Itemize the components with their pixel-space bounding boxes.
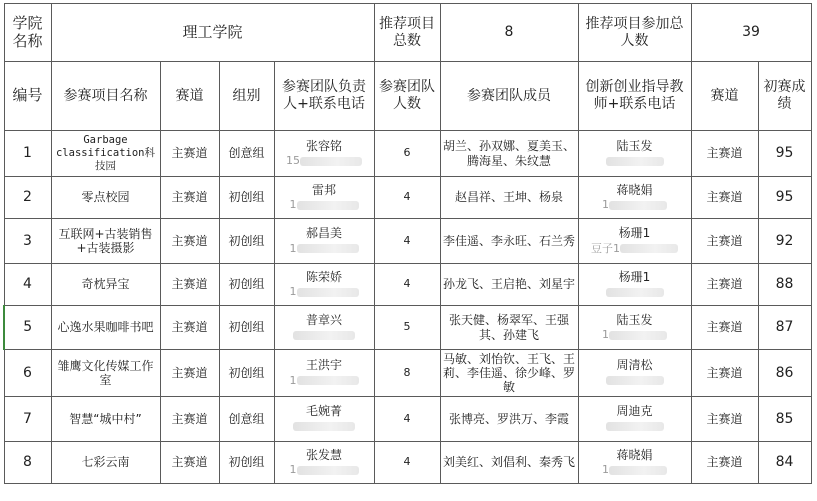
teacher-cell: [578, 219, 691, 264]
spreadsheet: [3, 3, 812, 484]
table-row: [4, 264, 811, 306]
row-number: 3: [4, 219, 51, 264]
leader-phone-redacted: [277, 199, 372, 212]
team-members: 刘美红、刘倡利、秦秀飞: [440, 442, 578, 484]
teacher-cell: [578, 442, 691, 484]
leader-phone: 15: [286, 154, 300, 168]
col-header-teacher: 创新创业指导教师+联系电话: [578, 62, 691, 131]
track-2: 主赛道: [691, 442, 758, 484]
leader-name: 张发慧: [305, 447, 342, 462]
track: 主赛道: [160, 131, 219, 177]
team-members: 张博亮、罗洪万、李霞: [440, 397, 578, 442]
track-2: 主赛道: [691, 306, 758, 350]
group: 初创组: [219, 350, 274, 397]
track-2: 主赛道: [691, 131, 758, 177]
project-table: [3, 3, 812, 484]
teacher-phone-redacted: [581, 464, 689, 477]
team-size: 6: [374, 131, 440, 177]
preliminary-score: 95: [758, 177, 811, 219]
redaction-blur: [297, 288, 359, 297]
preliminary-score: 86: [758, 350, 811, 397]
table-row: [4, 131, 811, 177]
teacher-name: 蒋晓娟: [616, 447, 653, 462]
redaction-blur: [297, 376, 359, 385]
leader-name: 毛婉菁: [305, 404, 342, 419]
leader-phone: 1: [289, 463, 297, 477]
table-row: [4, 219, 811, 264]
teacher-name: 周迪克: [616, 404, 653, 419]
teacher-cell: [578, 306, 691, 350]
leader-name: 陈荣娇: [305, 269, 342, 284]
team-size: 4: [374, 264, 440, 306]
teacher-cell: [578, 131, 691, 177]
project-name: 七彩云南: [51, 442, 160, 484]
row-number: 4: [4, 264, 51, 306]
participants-value: 39: [691, 4, 811, 62]
teacher-phone-redacted: [581, 375, 689, 388]
teacher-name: 周清松: [616, 358, 653, 373]
team-size: 8: [374, 350, 440, 397]
preliminary-score: 92: [758, 219, 811, 264]
leader-name: 普章兴: [305, 312, 342, 327]
teacher-phone-redacted: [581, 286, 689, 299]
leader-name: 雷邦: [311, 182, 336, 197]
project-name: 雏鹰文化传媒工作室: [51, 350, 160, 397]
preliminary-score: 87: [758, 306, 811, 350]
team-size: 4: [374, 397, 440, 442]
project-name: 互联网+古装销售+古装摄影: [51, 219, 160, 264]
leader-name: 王洪宇: [305, 358, 342, 373]
redaction-blur: [620, 244, 678, 253]
col-header-track: 赛道: [160, 62, 219, 131]
track: 主赛道: [160, 442, 219, 484]
teacher-phone-redacted: [581, 199, 689, 212]
redaction-blur: [609, 201, 667, 210]
team-members: 马敏、刘怡钦、王飞、王莉、李佳遥、徐少峰、罗敏: [440, 350, 578, 397]
col-header-team-size: 参赛团队人数: [374, 62, 440, 131]
track-2: 主赛道: [691, 350, 758, 397]
team-members: 李佳遥、李永旺、石兰秀: [440, 219, 578, 264]
total-label: 推荐项目总数: [374, 4, 440, 62]
project-name: 心逸水果咖啡书吧: [51, 306, 160, 350]
redaction-blur: [606, 157, 664, 166]
redaction-blur: [606, 288, 664, 297]
row-number: 7: [4, 397, 51, 442]
redaction-blur: [300, 157, 362, 166]
group: 初创组: [219, 264, 274, 306]
track: 主赛道: [160, 350, 219, 397]
col-header-members: 参赛团队成员: [440, 62, 578, 131]
project-name: 零点校园: [51, 177, 160, 219]
team-members: 孙龙飞、王启艳、刘星宇: [440, 264, 578, 306]
leader-phone-redacted: [277, 286, 372, 299]
college-label: 学院名称: [4, 4, 51, 62]
teacher-name: 杨珊1: [618, 226, 651, 241]
leader-phone: 1: [289, 198, 297, 212]
teacher-phone-redacted: [581, 421, 689, 434]
redaction-blur: [297, 244, 359, 253]
teacher-name: 陆玉发: [616, 138, 653, 153]
teacher-phone-redacted: [581, 155, 689, 168]
teacher-cell: [578, 264, 691, 306]
table-row: [4, 177, 811, 219]
track-2: 主赛道: [691, 264, 758, 306]
row-number: 1: [4, 131, 51, 177]
track: 主赛道: [160, 264, 219, 306]
col-header-no: 编号: [4, 62, 51, 131]
col-header-track-2: 赛道: [691, 62, 758, 131]
track: 主赛道: [160, 397, 219, 442]
leader-phone-redacted: [277, 155, 372, 168]
group: 初创组: [219, 442, 274, 484]
track-2: 主赛道: [691, 219, 758, 264]
table-row: [4, 306, 811, 350]
redaction-blur: [606, 422, 664, 431]
track: 主赛道: [160, 219, 219, 264]
preliminary-score: 88: [758, 264, 811, 306]
table-row: [4, 397, 811, 442]
row-number: 8: [4, 442, 51, 484]
track-2: 主赛道: [691, 177, 758, 219]
team-size: 4: [374, 219, 440, 264]
preliminary-score: 85: [758, 397, 811, 442]
leader-cell: [274, 177, 374, 219]
teacher-cell: [578, 397, 691, 442]
preliminary-score: 95: [758, 131, 811, 177]
leader-phone-redacted: [277, 375, 372, 388]
redaction-blur: [293, 422, 355, 431]
teacher-name: 杨珊1: [618, 269, 651, 284]
leader-cell: [274, 306, 374, 350]
team-members: 赵昌祥、王坤、杨泉: [440, 177, 578, 219]
row-number: 6: [4, 350, 51, 397]
group: 创意组: [219, 397, 274, 442]
column-header-row: [4, 62, 811, 131]
preliminary-score: 84: [758, 442, 811, 484]
leader-phone: 1: [289, 241, 297, 255]
leader-phone-redacted: [277, 329, 372, 342]
teacher-phone: 1: [602, 198, 609, 212]
team-members: 张天健、杨翠军、王强其、孙建飞: [440, 306, 578, 350]
project-name: 智慧“城中村”: [51, 397, 160, 442]
leader-phone-redacted: [277, 421, 372, 434]
row-number: 2: [4, 177, 51, 219]
teacher-phone: 1: [602, 328, 609, 342]
group: 创意组: [219, 131, 274, 177]
leader-phone-redacted: [277, 464, 372, 477]
leader-cell: [274, 442, 374, 484]
col-header-leader: 参赛团队负责人+联系电话: [274, 62, 374, 131]
redaction-blur: [606, 376, 664, 385]
total-value: 8: [440, 4, 578, 62]
teacher-phone-redacted: [581, 329, 689, 342]
teacher-name: 陆玉发: [616, 312, 653, 327]
teacher-phone-redacted: [581, 243, 689, 256]
leader-cell: [274, 219, 374, 264]
row-number: 5: [4, 306, 51, 350]
redaction-blur: [297, 466, 359, 475]
col-header-group: 组别: [219, 62, 274, 131]
team-size: 5: [374, 306, 440, 350]
leader-cell: [274, 350, 374, 397]
leader-cell: [274, 131, 374, 177]
teacher-phone: 1: [602, 463, 609, 477]
col-header-project-name: 参赛项目名称: [51, 62, 160, 131]
leader-phone-redacted: [277, 243, 372, 256]
team-size: 4: [374, 177, 440, 219]
leader-phone: 1: [289, 285, 297, 299]
group: 初创组: [219, 306, 274, 350]
table-row: [4, 442, 811, 484]
participants-label: 推荐项目参加总人数: [578, 4, 691, 62]
track-2: 主赛道: [691, 397, 758, 442]
college-name: 理工学院: [51, 4, 374, 62]
teacher-name: 蒋晓娟: [616, 182, 653, 197]
redaction-blur: [293, 331, 355, 340]
summary-row: [4, 4, 811, 62]
leader-cell: [274, 264, 374, 306]
redaction-blur: [297, 201, 359, 210]
track: 主赛道: [160, 306, 219, 350]
leader-name: 郝昌美: [305, 226, 342, 241]
table-row: [4, 350, 811, 397]
teacher-phone: 豆子1: [591, 241, 620, 255]
teacher-cell: [578, 350, 691, 397]
leader-phone: 1: [289, 373, 297, 387]
col-header-score: 初赛成绩: [758, 62, 811, 131]
redaction-blur: [609, 466, 667, 475]
redaction-blur: [609, 331, 667, 340]
leader-name: 张容铭: [305, 138, 342, 153]
group: 初创组: [219, 177, 274, 219]
teacher-cell: [578, 177, 691, 219]
team-size: 4: [374, 442, 440, 484]
track: 主赛道: [160, 177, 219, 219]
group: 初创组: [219, 219, 274, 264]
project-name: 奇枕异宝: [51, 264, 160, 306]
project-name: Garbage classification科技园: [51, 131, 160, 177]
team-members: 胡兰、孙双娜、夏美玉、腾海星、朱纹慧: [440, 131, 578, 177]
leader-cell: [274, 397, 374, 442]
